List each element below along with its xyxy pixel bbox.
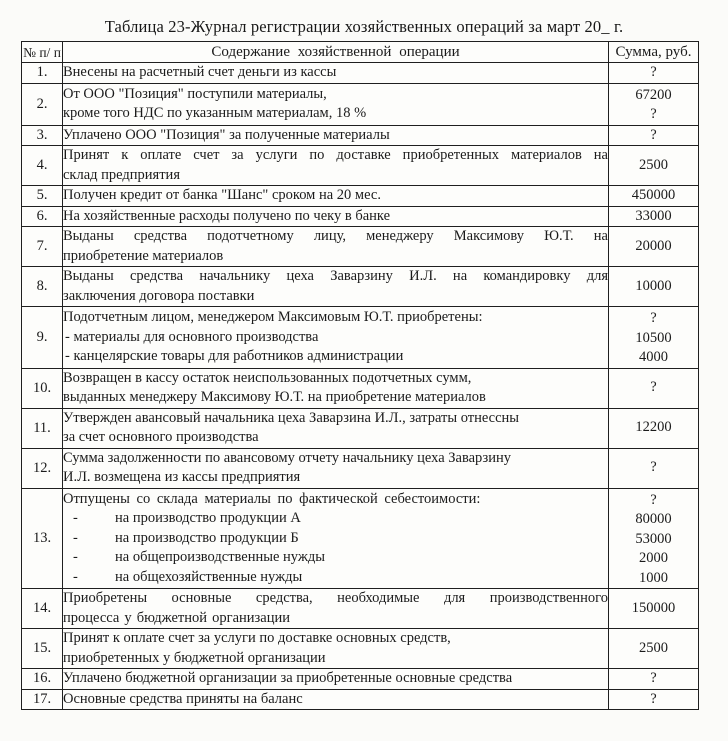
dash-item-label: на общепроизводственные нужды	[115, 549, 326, 565]
amount-value: 2000	[639, 550, 668, 566]
row-description	[63, 125, 609, 146]
header-amount-line-1: Сумма,	[615, 44, 662, 60]
row-number: 17.	[22, 689, 63, 710]
description-line: Уплачено ООО "Позиция" за полученные материалы	[63, 126, 390, 143]
description-line: Приобретены основные средства, необходимые для производственного	[63, 590, 608, 606]
row-description	[63, 669, 609, 690]
row-description	[63, 368, 609, 408]
row-number: 10.	[22, 368, 63, 408]
table-row	[22, 206, 699, 227]
row-number: 9.	[22, 307, 63, 369]
amount-value: 1000	[639, 569, 668, 586]
row-amount	[609, 307, 699, 369]
row-amount	[609, 408, 699, 448]
table-body	[22, 42, 699, 710]
description-line: приобретенных у бюджетной организации	[63, 649, 326, 666]
description-line: От ООО "Позиция" поступили материалы,	[63, 85, 327, 102]
page-title: Таблица 23-Журнал регистрации хозяйственных операций за март 20_ г.	[104, 17, 624, 36]
table-row	[22, 307, 699, 369]
row-amount	[609, 63, 699, 84]
row-description	[63, 689, 609, 710]
row-number: 6.	[22, 206, 63, 227]
amount-value: ?	[650, 106, 657, 122]
description-line: Утвержден авансовый начальника цеха Заварзина И.Л., затраты отнессны	[63, 409, 520, 426]
row-description	[63, 448, 609, 488]
table-row	[22, 488, 699, 589]
column-header-amount	[609, 42, 699, 63]
journal-table	[21, 41, 699, 710]
row-amount	[609, 488, 699, 589]
amount-value: 53000	[635, 530, 672, 547]
journal-table-container	[21, 41, 698, 710]
description-line: Сумма задолженности по авансовому отчету начальнику цеха Заварзину	[63, 449, 511, 466]
row-amount	[609, 368, 699, 408]
row-description	[63, 629, 609, 669]
description-line: Получен кредит от банка "Шанс" сроком на 20 мес.	[63, 187, 381, 203]
row-amount	[609, 689, 699, 710]
amount-value: 10000	[635, 277, 672, 294]
row-amount	[609, 206, 699, 227]
table-row	[22, 146, 699, 186]
table-row	[22, 83, 699, 125]
row-amount	[609, 267, 699, 307]
row-amount	[609, 629, 699, 669]
amount-value: 450000	[631, 187, 676, 203]
amount-value: 2500	[639, 639, 668, 656]
description-line: Основные средства приняты на баланс	[63, 690, 303, 707]
table-row	[22, 408, 699, 448]
column-header-description: Содержание хозяйственной операции	[63, 42, 609, 63]
amount-value: ?	[650, 64, 657, 80]
row-number: 16.	[22, 669, 63, 690]
amount-value: 80000	[635, 511, 672, 527]
row-amount	[609, 125, 699, 146]
row-number: 7.	[22, 227, 63, 267]
description-dash-item	[63, 509, 608, 529]
row-number: 3.	[22, 125, 63, 146]
amount-value: ?	[650, 379, 657, 396]
row-amount	[609, 227, 699, 267]
row-number: 2.	[22, 83, 63, 125]
amount-value: 4000	[639, 349, 668, 365]
description-dash-item	[63, 568, 608, 588]
description-line: Отпущены со склада материалы по фактической себестоимости:	[63, 490, 481, 507]
table-row	[22, 267, 699, 307]
description-line: кроме того НДС по указанным материалам, 18 %	[63, 105, 367, 121]
amount-value: ?	[650, 690, 657, 707]
row-number: 15.	[22, 629, 63, 669]
description-line: за счет основного производства	[63, 429, 259, 445]
description-line: Принят к оплате счет за услуги по доставке основных средств,	[63, 630, 451, 646]
row-number: 11.	[22, 408, 63, 448]
row-description	[63, 307, 609, 369]
table-row	[22, 63, 699, 84]
dash-marker: -	[73, 510, 78, 526]
row-description	[63, 267, 609, 307]
dash-marker: -	[73, 568, 78, 585]
row-description	[63, 488, 609, 589]
description-line: Возвращен в кассу остаток неиспользованных подотчетных сумм,	[63, 369, 472, 386]
row-number: 14.	[22, 589, 63, 629]
row-description	[63, 186, 609, 207]
description-line: заключения договора поставки	[63, 287, 255, 304]
description-line: выданных менеджеру Максимову Ю.Т. на приобретение материалов	[63, 389, 486, 405]
description-dash-item	[63, 548, 608, 568]
amount-value: ?	[650, 491, 657, 508]
table-row	[22, 589, 699, 629]
description-line: И.Л. возмещена из кассы предприятия	[63, 469, 301, 485]
header-number-line-1: №	[23, 44, 36, 60]
amount-value: ?	[650, 310, 657, 326]
header-number-line-2: п/	[39, 44, 51, 60]
row-amount	[609, 448, 699, 488]
description-line: приобретение материалов	[63, 247, 224, 264]
row-description	[63, 63, 609, 84]
row-amount	[609, 589, 699, 629]
row-description	[63, 146, 609, 186]
amount-value: 20000	[635, 237, 672, 254]
description-line: Выданы средства подотчетному лицу, менеджеру Максимову Ю.Т. на	[63, 228, 608, 244]
table-row	[22, 669, 699, 690]
description-line: Внесены на расчетный счет деньги из кассы	[63, 64, 337, 80]
row-amount	[609, 186, 699, 207]
table-row	[22, 689, 699, 710]
table-header-row	[22, 42, 699, 63]
description-line: процесса у бюджетной организации	[63, 609, 290, 626]
row-number: 12.	[22, 448, 63, 488]
row-description	[63, 206, 609, 227]
row-description	[63, 227, 609, 267]
header-amount-line-2: руб.	[665, 44, 692, 60]
table-row	[22, 448, 699, 488]
dash-marker: -	[73, 549, 78, 565]
row-number: 5.	[22, 186, 63, 207]
amount-value: 12200	[635, 419, 672, 436]
dash-item-label: на производство продукции Б	[115, 529, 299, 546]
row-number: 1.	[22, 63, 63, 84]
description-subitem: - канцелярские товары для работников администрации	[65, 348, 404, 364]
description-line: На хозяйственные расходы получено по чеку в банке	[63, 207, 391, 224]
amount-value: 10500	[635, 329, 672, 346]
description-line: Принят к оплате счет за услуги по доставке приобретенных материалов на	[63, 147, 608, 163]
amount-value: ?	[650, 459, 657, 476]
header-number-line-3: п	[53, 44, 61, 60]
row-amount	[609, 83, 699, 125]
description-line: Уплачено бюджетной организации за приобретенные основные средства	[63, 670, 513, 686]
description-subitem: - материалы для основного производства	[65, 328, 319, 345]
table-row	[22, 368, 699, 408]
dash-item-label: на общехозяйственные нужды	[115, 568, 303, 585]
description-line: склад предприятия	[63, 166, 180, 183]
table-row	[22, 125, 699, 146]
dash-marker: -	[73, 529, 78, 546]
amount-value: 33000	[635, 207, 672, 224]
amount-value: ?	[650, 126, 657, 143]
row-description	[63, 83, 609, 125]
amount-value: 150000	[631, 599, 676, 616]
table-row	[22, 629, 699, 669]
row-description	[63, 589, 609, 629]
row-number: 13.	[22, 488, 63, 589]
dash-item-label: на производство продукции А	[115, 510, 301, 526]
column-header-number	[22, 42, 63, 63]
amount-value: ?	[650, 670, 657, 686]
description-line: Выданы средства начальнику цеха Заварзину И.Л. на командировку для	[63, 268, 608, 284]
row-number: 8.	[22, 267, 63, 307]
amount-value: 2500	[639, 156, 668, 173]
row-number: 4.	[22, 146, 63, 186]
table-row	[22, 186, 699, 207]
row-amount	[609, 669, 699, 690]
table-row	[22, 227, 699, 267]
row-description	[63, 408, 609, 448]
description-line: Подотчетным лицом, менеджером Максимовым Ю.Т. приобретены:	[63, 309, 483, 325]
row-amount	[609, 146, 699, 186]
description-dash-item	[63, 529, 608, 549]
amount-value: 67200	[635, 86, 672, 103]
